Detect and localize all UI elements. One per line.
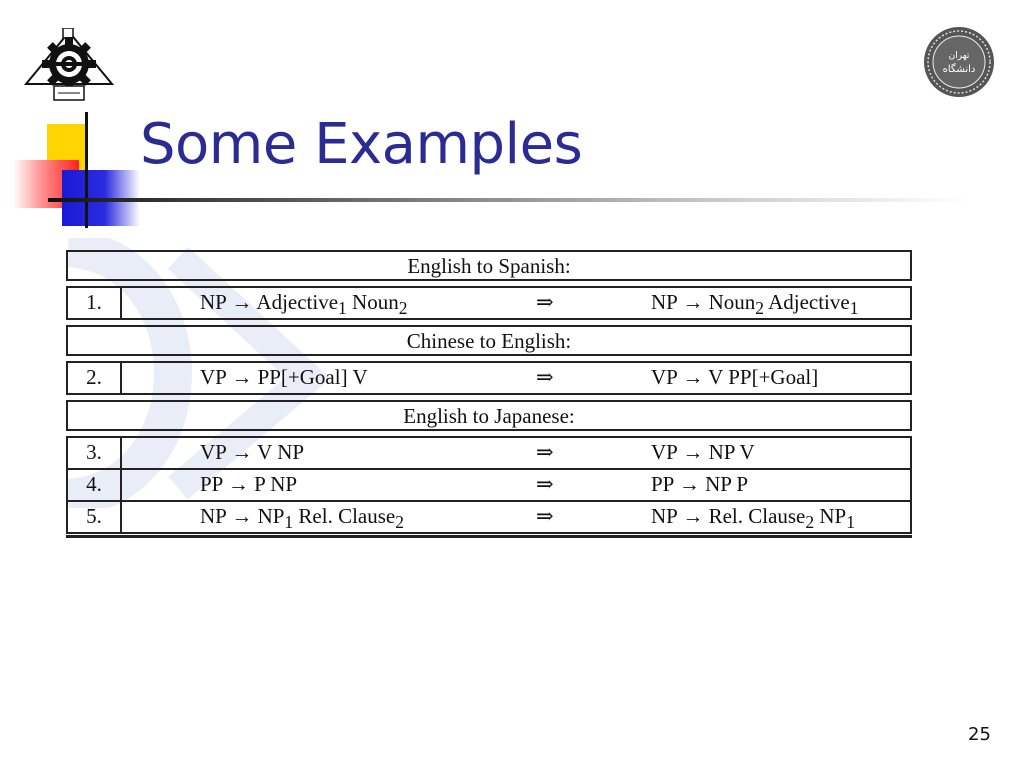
rule-row	[68, 288, 910, 318]
svg-text:دانشگاه: دانشگاه	[942, 64, 976, 75]
page-number: 25	[968, 724, 991, 745]
rule-row	[68, 468, 910, 500]
rule-target: NP → Noun$_2$ Adjective$_1$	[651, 290, 859, 319]
rule-group	[66, 286, 912, 320]
rule-source: VP → V NP	[200, 440, 305, 464]
section-header: Chinese to English:	[66, 325, 912, 356]
translation-rules-table	[66, 250, 912, 538]
rule-arrow: ⇒	[536, 504, 554, 528]
decor-vertical-line	[85, 112, 88, 228]
gear-emblem-icon	[22, 28, 116, 102]
rule-number: 1.	[68, 288, 122, 318]
rule-arrow: ⇒	[536, 365, 554, 389]
rule-number: 4.	[68, 470, 122, 500]
section-header: English to Japanese:	[66, 400, 912, 431]
rule-number: 3.	[68, 438, 122, 468]
rule-group	[66, 361, 912, 395]
section-header: English to Spanish:	[66, 250, 912, 281]
rule-arrow: ⇒	[536, 472, 554, 496]
rule-row	[68, 438, 910, 468]
rule-row	[68, 500, 910, 532]
rule-target: NP → Rel. Clause$_2$ $NP_1$	[651, 504, 855, 533]
rule-row	[68, 363, 910, 393]
slide-title: Some Examples	[140, 112, 583, 177]
title-underline	[48, 198, 968, 202]
rule-target: PP → NP P	[651, 472, 749, 496]
rule-group	[66, 436, 912, 534]
rule-source: NP → $NP_1$ Rel. Clause$_2$	[200, 504, 404, 533]
rule-source: NP → Adjective$_1$ Noun$_2$	[200, 290, 408, 319]
svg-text:تهران: تهران	[948, 51, 970, 61]
rule-arrow: ⇒	[536, 290, 554, 314]
rule-number: 5.	[68, 502, 122, 532]
rule-target: VP → V PP[+Goal]	[651, 365, 819, 389]
rule-number: 2.	[68, 363, 122, 393]
rule-source: VP → PP[+Goal] V	[200, 365, 368, 389]
rule-source: PP → P NP	[200, 472, 298, 496]
university-seal-icon	[923, 26, 995, 98]
rule-arrow: ⇒	[536, 440, 554, 464]
rule-target: VP → NP V	[651, 440, 755, 464]
